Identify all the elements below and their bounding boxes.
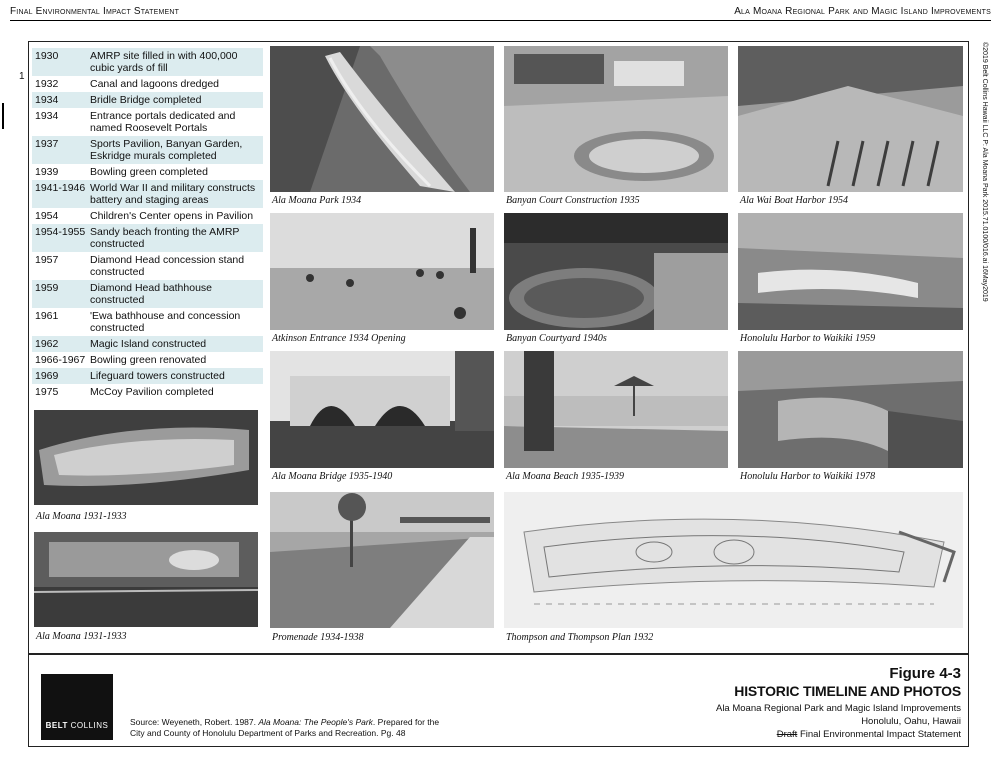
photo-ala-moana-park-1934 xyxy=(270,46,494,192)
photo-promenade xyxy=(270,492,494,628)
timeline-row xyxy=(32,224,263,252)
photo-ala-wai-boat-harbor xyxy=(738,46,963,192)
timeline-row xyxy=(32,308,263,336)
caption-promenade: Promenade 1934-1938 xyxy=(272,632,364,643)
logo-text-rest: COLLINS xyxy=(70,721,109,730)
photo-banyan-courtyard xyxy=(504,213,728,330)
timeline-row xyxy=(32,108,263,136)
timeline-year: 1957 xyxy=(35,254,59,266)
timeline-row xyxy=(32,336,263,352)
caption-honolulu-harbor-1978: Honolulu Harbor to Waikiki 1978 xyxy=(740,471,876,482)
figure-document xyxy=(777,729,961,740)
figure-title: HISTORIC TIMELINE AND PHOTOS xyxy=(734,683,961,699)
timeline-row xyxy=(32,48,263,76)
photo-ala-moana-1931-aerial-b xyxy=(34,532,258,627)
timeline-row xyxy=(32,136,263,164)
photo-ala-moana-bridge xyxy=(270,351,494,468)
timeline-event: World War II and military constructs battery and staging areas xyxy=(90,182,256,206)
timeline-year: 1954 xyxy=(35,210,59,222)
caption-ala-moana-bridge: Ala Moana Bridge 1935-1940 xyxy=(272,471,393,482)
timeline-row xyxy=(32,352,263,368)
caption-honolulu-harbor-1959: Honolulu Harbor to Waikiki 1959 xyxy=(740,333,876,344)
caption-ala-wai-boat-harbor: Ala Wai Boat Harbor 1954 xyxy=(740,195,848,206)
margin-mark: 1 xyxy=(19,71,25,82)
timeline-event: Sandy beach fronting the AMRP constructed xyxy=(90,226,240,250)
timeline-event: Diamond Head concession stand constructed xyxy=(90,254,245,278)
figure-doc-rest: Final Environmental Impact Statement xyxy=(797,729,961,740)
caption-ala-moana-beach: Ala Moana Beach 1935-1939 xyxy=(506,471,625,482)
timeline-event: Bowling green completed xyxy=(90,166,208,178)
caption-thompson-plan: Thompson and Thompson Plan 1932 xyxy=(506,632,654,643)
photo-ala-moana-1931-aerial-a xyxy=(34,410,258,505)
timeline-row xyxy=(32,164,263,180)
caption-banyan-court-construction: Banyan Court Construction 1935 xyxy=(506,195,640,206)
figure-project: Ala Moana Regional Park and Magic Island Improvements xyxy=(715,703,961,714)
timeline-year: 1962 xyxy=(35,338,59,350)
timeline-row xyxy=(32,92,263,108)
timeline-event: Bowling green renovated xyxy=(90,354,207,366)
timeline-year: 1954-1955 xyxy=(35,226,86,238)
timeline-year: 1959 xyxy=(35,282,59,294)
photo-atkinson-entrance xyxy=(270,213,494,330)
header-right-title: Ala Moana Regional Park and Magic Island Improvements xyxy=(734,6,991,17)
photo-honolulu-harbor-1978 xyxy=(738,351,963,468)
footer-divider xyxy=(28,653,969,655)
source-line2: City and County of Honolulu Department of Parks and Recreation. Pg. 48 xyxy=(130,728,406,738)
side-credit-text: ©2019 Belt Collins Hawaii LLC P: Ala Moana Park 2015.71.0100/016.ai 16May2019 xyxy=(981,42,988,302)
timeline-year: 1941-1946 xyxy=(35,182,86,194)
photo-banyan-court-construction xyxy=(504,46,728,192)
timeline-row xyxy=(32,368,263,384)
timeline-year: 1975 xyxy=(35,386,59,398)
timeline-event: McCoy Pavilion completed xyxy=(90,386,214,398)
timeline-event: Magic Island constructed xyxy=(90,338,207,350)
margin-cursor xyxy=(2,103,4,129)
timeline-event: Bridle Bridge completed xyxy=(90,94,202,106)
source-citation xyxy=(130,717,470,739)
timeline-event: AMRP site filled in with 400,000 cubic yards of fill xyxy=(90,50,238,74)
timeline-row xyxy=(32,76,263,92)
timeline-event: 'Ewa bathhouse and concession constructed xyxy=(90,310,241,334)
side-credit xyxy=(978,42,990,342)
timeline-event: Canal and lagoons dredged xyxy=(90,78,220,90)
timeline-year: 1932 xyxy=(35,78,59,90)
timeline-event: Lifeguard towers constructed xyxy=(90,370,225,382)
timeline-year: 1961 xyxy=(35,310,59,322)
logo-text-bold: BELT xyxy=(45,721,68,730)
photo-ala-moana-beach xyxy=(504,351,728,468)
timeline-year: 1934 xyxy=(35,110,59,122)
timeline-year: 1939 xyxy=(35,166,59,178)
caption-atkinson-entrance: Atkinson Entrance 1934 Opening xyxy=(272,333,406,344)
caption-ala-moana-1931-b: Ala Moana 1931-1933 xyxy=(36,631,127,642)
figure-doc-strike: Draft xyxy=(776,729,798,740)
source-title: Ala Moana: The People's Park xyxy=(258,717,373,727)
header-rule xyxy=(10,20,991,21)
timeline-year: 1969 xyxy=(35,370,59,382)
timeline-row xyxy=(32,280,263,308)
photo-thompson-plan xyxy=(504,492,963,628)
source-line1-b: . Prepared for the xyxy=(372,717,440,727)
historic-timeline xyxy=(32,48,263,400)
timeline-event: Children's Center opens in Pavilion xyxy=(90,210,254,222)
photo-honolulu-harbor-1959 xyxy=(738,213,963,330)
belt-collins-logo xyxy=(41,674,113,740)
caption-ala-moana-1931-a: Ala Moana 1931-1933 xyxy=(36,511,127,522)
timeline-row xyxy=(32,208,263,224)
timeline-row xyxy=(32,384,263,400)
figure-number: Figure 4-3 xyxy=(889,665,961,682)
source-line1-a: Source: Weyeneth, Robert. 1987. xyxy=(130,717,259,727)
timeline-event: Sports Pavilion, Banyan Garden, Eskridge murals completed xyxy=(90,138,243,162)
timeline-year: 1934 xyxy=(35,94,59,106)
caption-ala-moana-park-1934: Ala Moana Park 1934 xyxy=(272,195,362,206)
timeline-year: 1937 xyxy=(35,138,59,150)
header-left-title: Final Environmental Impact Statement xyxy=(10,6,180,17)
timeline-row xyxy=(32,180,263,208)
timeline-event: Entrance portals dedicated and named Roosevelt Portals xyxy=(90,110,236,134)
figure-location: Honolulu, Oahu, Hawaii xyxy=(861,716,961,727)
timeline-year: 1966-1967 xyxy=(35,354,86,366)
timeline-year: 1930 xyxy=(35,50,59,62)
caption-banyan-courtyard: Banyan Courtyard 1940s xyxy=(506,333,607,344)
timeline-row xyxy=(32,252,263,280)
timeline-event: Diamond Head bathhouse constructed xyxy=(90,282,213,306)
